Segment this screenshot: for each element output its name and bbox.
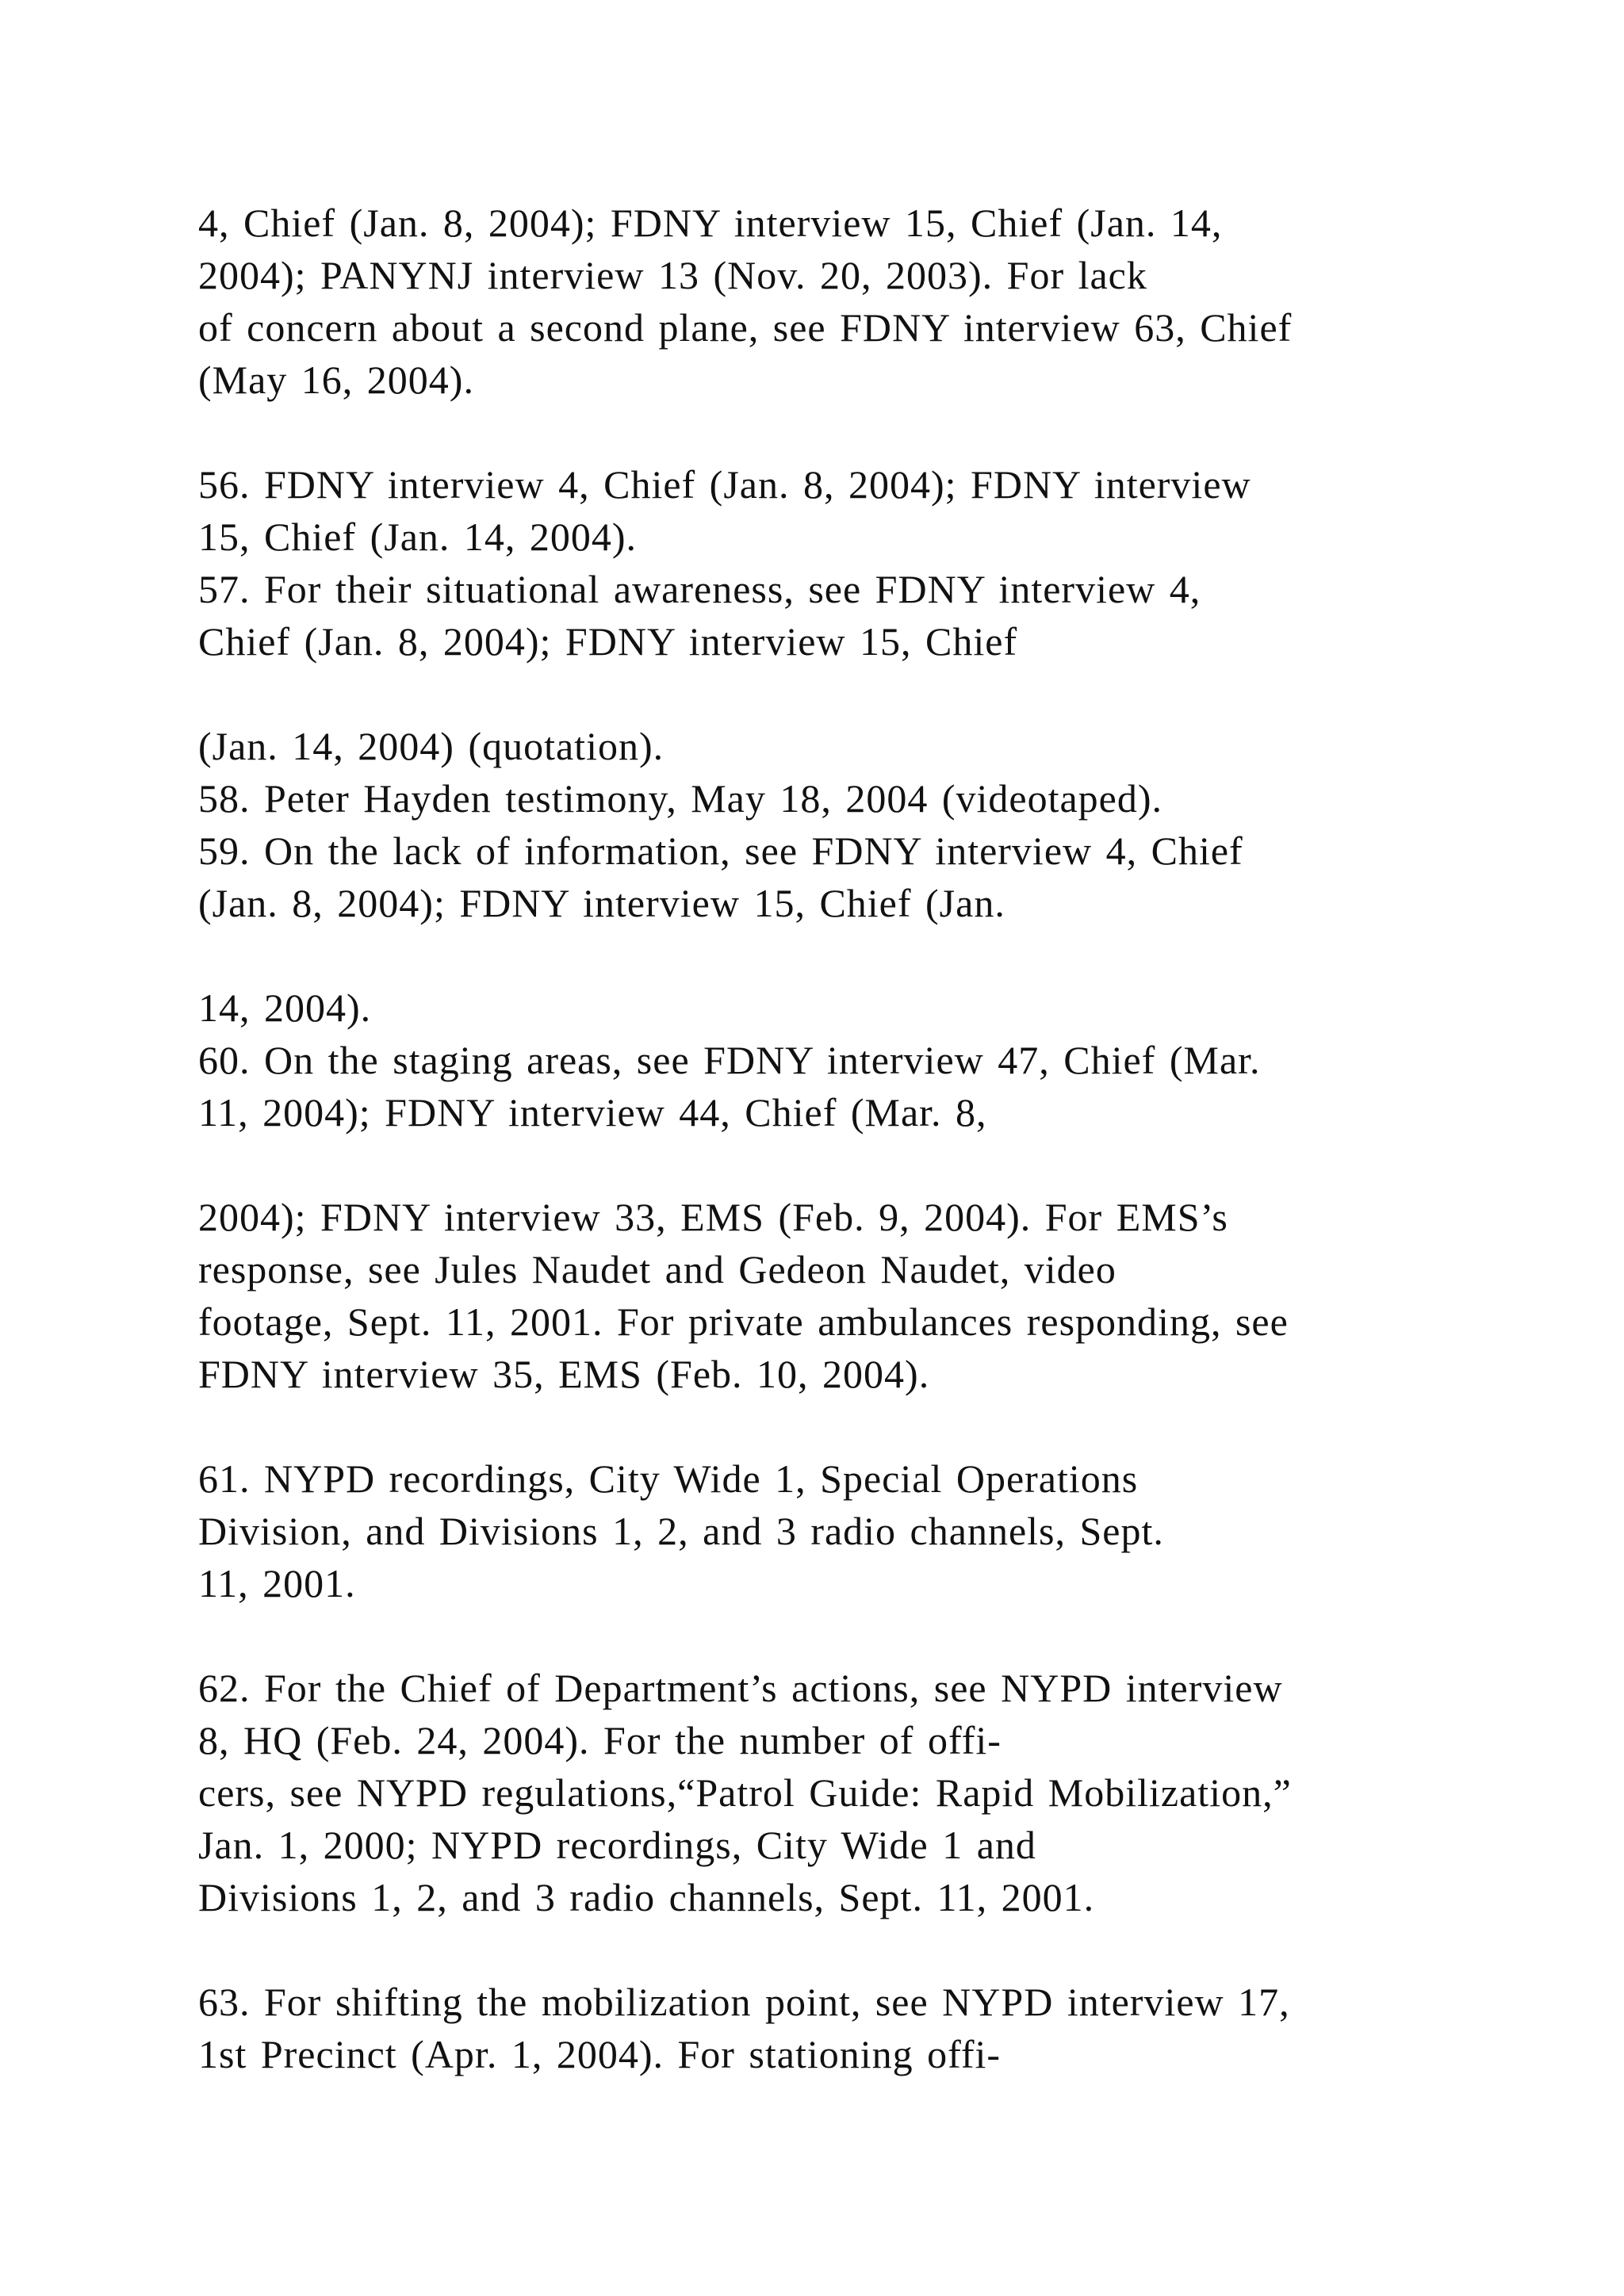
text-line: 4, Chief (Jan. 8, 2004); FDNY interview 15, Chief (Jan. 14, [198,201,1223,245]
note-63: 63. For shifting the mobilization point, see NYPD interview 17, [198,1980,1290,2024]
text-line: 8, HQ (Feb. 24, 2004). For the number of offi- [198,1718,1002,1762]
blank-line [198,1923,1499,1976]
note-58: 58. Peter Hayden testimony, May 18, 2004 (videotaped). [198,776,1163,821]
blank-line [198,1138,1499,1191]
text-line: footage, Sept. 11, 2001. For private ambulances responding, see [198,1299,1289,1344]
text-line: of concern about a second plane, see FDNY interview 63, Chief [198,305,1293,350]
text-line: (May 16, 2004). [198,358,474,402]
text-line: cers, see NYPD regulations,“Patrol Guide: Rapid Mobilization,” [198,1770,1292,1815]
note-61: 61. NYPD recordings, City Wide 1, Special Operations [198,1456,1139,1501]
note-56: 56. FDNY interview 4, Chief (Jan. 8, 2004); FDNY interview [198,462,1251,507]
text-line: Division, and Divisions 1, 2, and 3 radio channels, Sept. [198,1509,1164,1553]
text-line: 11, 2004); FDNY interview 44, Chief (Mar. 8, [198,1090,987,1135]
note-62: 62. For the Chief of Department’s actions, see NYPD interview [198,1666,1283,1710]
text-line: (Jan. 8, 2004); FDNY interview 15, Chief (Jan. [198,881,1005,925]
text-line: Chief (Jan. 8, 2004); FDNY interview 15, Chief [198,619,1018,664]
text-line: Jan. 1, 2000; NYPD recordings, City Wide 1 and [198,1823,1036,1867]
blank-line [198,1609,1499,1662]
text-line: (Jan. 14, 2004) (quotation). [198,724,665,768]
blank-line [198,1400,1499,1452]
blank-line [198,668,1499,720]
note-60: 60. On the staging areas, see FDNY interview 47, Chief (Mar. [198,1038,1261,1082]
blank-line [198,929,1499,982]
note-59: 59. On the lack of information, see FDNY interview 4, Chief [198,828,1243,873]
text-line: 2004); FDNY interview 33, EMS (Feb. 9, 2004). For EMS’s [198,1195,1228,1239]
note-57: 57. For their situational awareness, see FDNY interview 4, [198,567,1201,611]
blank-line [198,406,1499,458]
text-line: FDNY interview 35, EMS (Feb. 10, 2004). [198,1352,930,1396]
text-line: 14, 2004). [198,985,372,1030]
text-line: 15, Chief (Jan. 14, 2004). [198,515,638,559]
text-line: response, see Jules Naudet and Gedeon Naudet, video [198,1247,1116,1292]
text-line: Divisions 1, 2, and 3 radio channels, Sept. 11, 2001. [198,1875,1095,1919]
text-line: 11, 2001. [198,1561,356,1605]
text-line: 1st Precinct (Apr. 1, 2004). For stationing offi- [198,2032,1002,2076]
text-line: 2004); PANYNJ interview 13 (Nov. 20, 2003). For lack [198,253,1147,297]
endnotes-text [198,197,1499,2080]
